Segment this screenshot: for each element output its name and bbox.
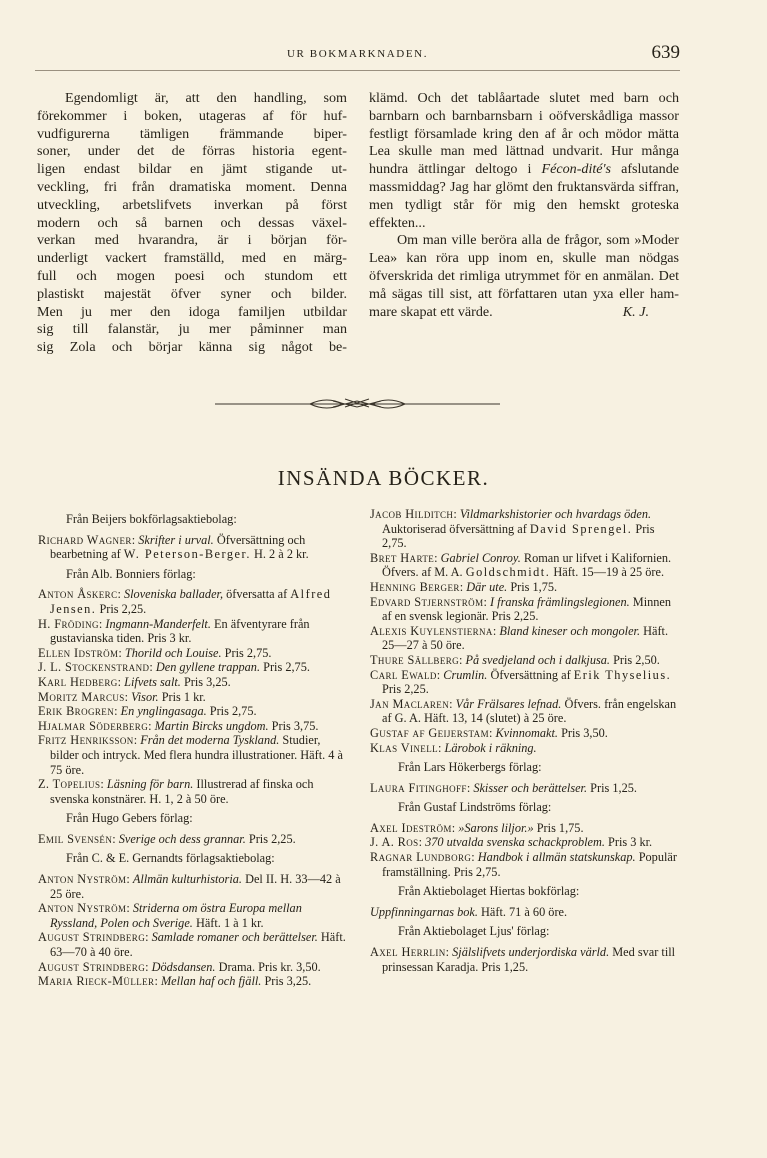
- translator-name: Erik Thyselius.: [573, 667, 672, 682]
- essay-line: full och mogen poesi och stundom ett: [37, 267, 347, 284]
- book-details: Häft. 71 à 60 öre.: [481, 904, 568, 919]
- book-details: Häft. 25—27 à 50 öre.: [382, 623, 669, 653]
- publisher-heading: Från Gustaf Lindströms förlag:: [398, 800, 552, 815]
- book-entry: Carl Ewald: Crumlin. Öfversättning af Erik Thyselius. Pris 2,25.: [370, 667, 672, 697]
- book-author: Axel Herrlin: [370, 945, 446, 960]
- essay-line: verkan med hvarandra, är i början för-: [37, 232, 347, 249]
- book-entry: Thure Sällberg: På svedjeland och i dalkjusa. Pris 2,50.: [370, 652, 660, 667]
- book-title: Martin Bircks ungdom.: [154, 718, 269, 733]
- book-entry: Z. Topelius: Läsning för barn. Illustrerad af finska och svenska konstnärer. H. 1, 2 à 50 öre.: [38, 777, 314, 806]
- book-entry: Anton Nyström: Allmän kulturhistoria. Del II. H. 33—42 à 25 öre.: [38, 872, 341, 901]
- book-title: »Sarons liljor.»: [458, 820, 534, 835]
- book-entry: Edvard Stjernström: I franska främlingslegionen. Minnen af en svensk legionär. Pris 2,25.: [370, 594, 672, 624]
- book-details: Pris 2,75.: [224, 645, 272, 660]
- book-details: Pris 3,50.: [561, 725, 608, 740]
- book-title: 370 utvalda svenska schackproblem.: [425, 835, 605, 850]
- book-entry: Maria Rieck-Müller: Mellan haf och fjäll. Pris 3,25.: [38, 974, 312, 989]
- book-entry: Richard Wagner: Skrifter i urval. Öfversättning och bearbetning af W. Peterson-Berger. H. 2 à 2 kr.: [38, 532, 309, 562]
- essay-line: soner, under det de förras historia egent-: [37, 143, 347, 160]
- book-details: Pris 3,25.: [183, 674, 231, 689]
- book-details: Minnen af en svensk legionär. Pris 2,25.: [382, 594, 672, 624]
- book-details: Pris 1,25.: [590, 780, 637, 795]
- essay-line: utveckling, arbetslifvets inverkan på först: [37, 196, 347, 213]
- book-author: Jan Maclaren: [370, 696, 450, 711]
- book-title: Sverige och dess grannar.: [118, 831, 246, 846]
- book-author: Anton Åskerc: [38, 587, 118, 602]
- book-title: Från det moderna Tyskland.: [140, 733, 280, 748]
- signature: K. J.: [622, 303, 649, 320]
- book-title: Läsning för barn.: [106, 777, 194, 792]
- book-author: Erik Brogren: [38, 704, 115, 719]
- book-author: Henning Berger: [370, 579, 460, 594]
- book-details: Drama. Pris kr. 3,50.: [218, 959, 321, 974]
- book-entry: Emil Svensén: Sverige och dess grannar. Pris 2,25.: [38, 831, 296, 846]
- book-author: Gustaf af Geijerstam: [370, 725, 489, 740]
- book-details: Öfvers. från engelskan af G. A. Häft. 13, 14 (slutet) à 25 öre.: [382, 696, 677, 726]
- book-title: Allmän kulturhistoria.: [132, 872, 242, 887]
- book-author: Hjalmar Söderberg: [38, 718, 149, 733]
- essay-line: modern och så barnen och dessas växel-: [37, 214, 347, 231]
- book-author: H. Fröding: [38, 616, 99, 631]
- book-details: Öfversättning och bearbetning af: [50, 532, 306, 562]
- book-title: En ynglingasaga.: [120, 704, 207, 719]
- book-author: Richard Wagner: [38, 532, 132, 547]
- publisher-heading: Från Aktiebolaget Hiertas bokförlag:: [398, 884, 580, 899]
- running-header: [35, 44, 680, 71]
- essay-line: Men ju mer den idoga familjen utbildar: [37, 303, 347, 320]
- book-entry: Hjalmar Söderberg: Martin Bircks ungdom. Pris 3,75.: [38, 718, 319, 733]
- essay-text: afslutande massmiddag? Jag har glömt den fruktansvärda siffran, men tydligt står för mig den hemskt groteska effekten...: [369, 161, 679, 231]
- book-title: Lifvets salt.: [124, 674, 181, 689]
- book-title: Handbok i allmän statskunskap.: [477, 850, 636, 865]
- publisher-heading: Från Alb. Bonniers förlag:: [66, 566, 196, 581]
- book-title: Vår Frälsares lefnad.: [455, 696, 562, 711]
- book-author: J. A. Ros: [370, 835, 419, 850]
- book-title: Dödsdansen.: [151, 959, 216, 974]
- book-entry: Henning Berger: Där ute. Pris 1,75.: [370, 579, 558, 594]
- book-author: Klas Vinell: [370, 740, 439, 755]
- book-author: Edvard Stjernström: [370, 594, 484, 609]
- book-author: Moritz Marcus: [38, 689, 125, 704]
- essay-column-left: [37, 90, 347, 357]
- book-author: Anton Nyström: [38, 872, 127, 887]
- book-author: Maria Rieck-Müller: [38, 974, 155, 989]
- essay-line: sig till falanstär, ju mer påminner man: [37, 321, 347, 338]
- book-author: August Strindberg: [38, 959, 146, 974]
- book-title: Skisser och berättelser.: [473, 780, 588, 795]
- translator-name: Goldschmidt.: [465, 565, 551, 580]
- book-details: Häft. 63—70 à 40 öre.: [50, 930, 346, 960]
- essay-text: klämd. Och det tablåartade slutet med barn och barnbarn och barnbarnsbarn i oöfverskådliga massor festligt församlade kring den af år och mödor mätta Lea skulle man med lättnad undvarit. Hur många hundra ättlingar deltogo i: [369, 90, 679, 178]
- book-title: Bland kineser och mongoler.: [499, 623, 641, 638]
- book-entry: Jacob Hilditch: Vildmarkshistorier och hvardags öden. Auktoriserad öfversättning af David Sprengel. Pris 2,75.: [370, 507, 655, 551]
- book-entry: Ragnar Lundborg: Handbok i allmän statskunskap. Populär framställning. Pris 2,75.: [370, 850, 677, 879]
- essay-column-right: [369, 90, 679, 321]
- book-entry: Axel Ideström: »Sarons liljor.» Pris 1,75.: [370, 820, 584, 835]
- book-author: Emil Svensén: [38, 831, 113, 846]
- page-number: 639: [651, 42, 680, 63]
- book-entry: H. Fröding: Ingmann-Manderfelt. En äfventyrare från gustavianska tiden. Pris 3 kr.: [38, 616, 310, 646]
- books-column-left: [38, 507, 348, 989]
- book-details: Del II. H. 33—42 à 25 öre.: [50, 872, 341, 901]
- book-title: Själslifvets underjordiska värld.: [452, 945, 610, 960]
- book-entry: Axel Herrlin: Själslifvets underjordiska värld. Med svar till prinsessan Karadja. Pris 1,25.: [370, 945, 676, 974]
- translator-name: David Sprengel.: [529, 521, 633, 536]
- essay-line: sig Zola och börjar känna sig något be-: [37, 339, 347, 356]
- book-details: Öfversättning af: [490, 667, 571, 682]
- book-author: Bret Harte: [370, 550, 435, 565]
- book-title: Ingmann-Manderfelt.: [105, 616, 211, 631]
- book-title: Skrifter i urval.: [138, 532, 214, 547]
- book-author: Z. Topelius: [38, 777, 101, 792]
- book-author: Fritz Henriksson: [38, 733, 134, 748]
- book-entry: August Strindberg: Samlade romaner och berättelser. Häft. 63—70 à 40 öre.: [38, 930, 346, 960]
- books-column-right: [370, 507, 680, 974]
- book-entry: Erik Brogren: En ynglingasaga. Pris 2,75.: [38, 704, 257, 719]
- book-entry: Anton Nyström: Striderna om östra Europa mellan Ryssland, Polen och Sverige. Häft. 1 à 1 kr.: [38, 901, 302, 930]
- book-details: Pris 2,75.: [209, 704, 257, 719]
- book-entry: Ellen Idström: Thorild och Louise. Pris 2,75.: [38, 645, 272, 660]
- book-details: öfversatta af: [226, 587, 288, 602]
- book-author: Axel Ideström: [370, 820, 452, 835]
- translator-name: Alfred Jensen.: [50, 587, 332, 616]
- book-price: Pris 2,25.: [99, 601, 147, 616]
- essay-line: vudfigurerna tämligen främmande biper-: [37, 125, 347, 142]
- book-entry: Fritz Henriksson: Från det moderna Tyskland. Studier, bilder och intryck. Med flera hundra illustrationer. Häft. 4 à 75 öre.: [38, 733, 343, 777]
- translator-name: W. Peterson-Berger.: [123, 547, 251, 562]
- book-title: Vildmarkshistorier och hvardags öden.: [459, 507, 652, 521]
- essay-paragraph: [369, 90, 679, 232]
- book-title: Kvinnomakt.: [495, 725, 558, 740]
- book-title: På svedjeland och i dalkjusa.: [465, 652, 610, 667]
- book-author: Ragnar Lundborg: [370, 850, 472, 865]
- book-title: I franska främlingslegionen.: [489, 594, 630, 609]
- book-title: Mellan haf och fjäll.: [160, 974, 262, 989]
- book-author: August Strindberg: [38, 930, 146, 945]
- book-author: Anton Nyström: [38, 901, 127, 916]
- book-title: Den gyllene trappan.: [155, 660, 261, 675]
- book-details: Med svar till prinsessan Karadja. Pris 1,25.: [382, 945, 676, 974]
- book-entry: Alexis Kuylenstierna: Bland kineser och mongoler. Häft. 25—27 à 50 öre.: [370, 623, 669, 653]
- book-details: Pris 1,75.: [510, 579, 558, 594]
- book-details: Studier, bilder och intryck. Med flera hundra illustrationer. Häft. 4 à 75 öre.: [50, 733, 343, 777]
- essay-line: veckling, fri från dramatiska moment. Denna: [37, 178, 347, 195]
- essay-line: Egendomligt är, att den handling, som: [65, 90, 347, 106]
- publisher-heading: Från Lars Hökerbergs förlag:: [398, 760, 542, 775]
- book-details: Auktoriserad öfversättning af: [382, 521, 527, 536]
- book-title: Fécon-dité's: [541, 161, 612, 178]
- book-details: Pris 2,25.: [248, 831, 296, 846]
- ornamental-divider: [215, 396, 500, 412]
- book-author: Thure Sällberg: [370, 652, 460, 667]
- book-title: Gabriel Conroy.: [440, 550, 521, 565]
- book-details: Pris 2,75.: [263, 660, 310, 675]
- book-title: Där ute.: [466, 579, 508, 594]
- section-title: INSÄNDA BÖCKER.: [277, 466, 490, 490]
- publisher-heading: Från C. & E. Gernandts förlagsaktiebolag:: [66, 851, 275, 866]
- book-title: Visor.: [131, 689, 159, 704]
- book-details: Pris 3 kr.: [608, 835, 653, 850]
- essay-line: underligt vackert framställd, med en märg-: [37, 250, 347, 267]
- book-price: Häft. 15—19 à 25 öre.: [553, 565, 665, 580]
- book-entry: [370, 905, 680, 920]
- book-details: Pris 3,25.: [264, 974, 312, 989]
- book-entry: Anton Åskerc: Sloveniska ballader, öfversatta af Alfred Jensen. Pris 2,25.: [38, 587, 332, 616]
- book-price: Pris 2,25.: [382, 682, 429, 697]
- book-author: Carl Ewald: [370, 667, 437, 682]
- publisher-heading: Från Beijers bokförlagsaktiebolag:: [66, 512, 237, 526]
- book-entry: August Strindberg: Dödsdansen. Drama. Pris kr. 3,50.: [38, 959, 321, 974]
- book-details: En äfventyrare från gustavianska tiden. Pris 3 kr.: [50, 616, 310, 646]
- book-author: Alexis Kuylenstierna: [370, 623, 493, 638]
- book-price: H. 2 à 2 kr.: [254, 547, 309, 562]
- essay-paragraph: Om man ville beröra alla de frågor, som »Moder Lea» kan röra upp inom en, skulle man nödgas öfverskrida det rimliga utrymmet för en anmälan. Det må sägas till sist, att författaren utan yxa eller ham-: [369, 232, 679, 302]
- book-entry: J. A. Ros: 370 utvalda svenska schackproblem. Pris 3 kr.: [370, 835, 653, 850]
- book-details: Pris 2,50.: [613, 652, 660, 667]
- essay-line: ligen endast bildar en jämt stigande ut-: [37, 161, 347, 178]
- book-entry: Gustaf af Geijerstam: Kvinnomakt. Pris 3,50.: [370, 725, 608, 740]
- book-details: Häft. 1 à 1 kr.: [195, 915, 264, 930]
- publisher-heading: Från Hugo Gebers förlag:: [66, 811, 193, 826]
- essay-text: mare skapat ett värde.: [369, 303, 493, 320]
- book-details: Pris 1,75.: [536, 820, 584, 835]
- essay-line: plastiskt majestät öfver syner och bilder.: [37, 285, 347, 302]
- book-entry: Moritz Marcus: Visor. Pris 1 kr.: [38, 689, 206, 704]
- book-title: Samlade romaner och berättelser.: [151, 930, 318, 945]
- book-entry: Karl Hedberg: Lifvets salt. Pris 3,25.: [38, 674, 231, 689]
- book-title: Sloveniska ballader,: [123, 587, 224, 602]
- book-details: Pris 1 kr.: [161, 689, 206, 704]
- book-title: Uppfinningarnas bok.: [370, 904, 478, 919]
- book-price: Pris 2,75.: [382, 521, 655, 551]
- book-entry: Bret Harte: Gabriel Conroy. Roman ur lifvet i Kalifornien. Öfvers. af M. A. Goldschmidt. Häft. 15—19 à 25 öre.: [370, 550, 672, 580]
- book-details: Illustrerad af finska och svenska konstnärer. H. 1, 2 à 50 öre.: [50, 777, 314, 806]
- book-author: Jacob Hilditch: [370, 507, 454, 521]
- book-details: Populär framställning. Pris 2,75.: [382, 850, 677, 879]
- book-title: Lärobok i räkning.: [444, 740, 537, 755]
- book-title: Striderna om östra Europa mellan Ryssland, Polen och Sverige.: [50, 901, 302, 930]
- book-author: Laura Fitinghoff: [370, 780, 467, 795]
- book-author: Ellen Idström: [38, 645, 119, 660]
- book-entry: Klas Vinell: Lärobok i räkning.: [370, 740, 537, 755]
- running-title: UR BOKMARKNADEN.: [286, 48, 429, 60]
- book-title: Crumlin.: [443, 667, 488, 682]
- book-entry: J. L. Stockenstrand: Den gyllene trappan. Pris 2,75.: [38, 660, 310, 675]
- essay-closing-line: [369, 304, 679, 322]
- book-entry: Laura Fitinghoff: Skisser och berättelser. Pris 1,25.: [370, 780, 637, 795]
- book-title: Thorild och Louise.: [124, 645, 222, 660]
- book-details: Roman ur lifvet i Kalifornien. Öfvers. af M. A.: [382, 550, 672, 580]
- publisher-heading: Från Aktiebolaget Ljus' förlag:: [398, 924, 550, 939]
- essay-line: förekommer i boken, utageras af för huf-: [37, 107, 347, 124]
- book-author: J. L. Stockenstrand: [38, 660, 150, 675]
- book-details: Pris 3,75.: [271, 718, 319, 733]
- book-author: Karl Hedberg: [38, 674, 118, 689]
- book-entry: Jan Maclaren: Vår Frälsares lefnad. Öfvers. från engelskan af G. A. Häft. 13, 14 (slutet) à 25 öre.: [370, 696, 677, 726]
